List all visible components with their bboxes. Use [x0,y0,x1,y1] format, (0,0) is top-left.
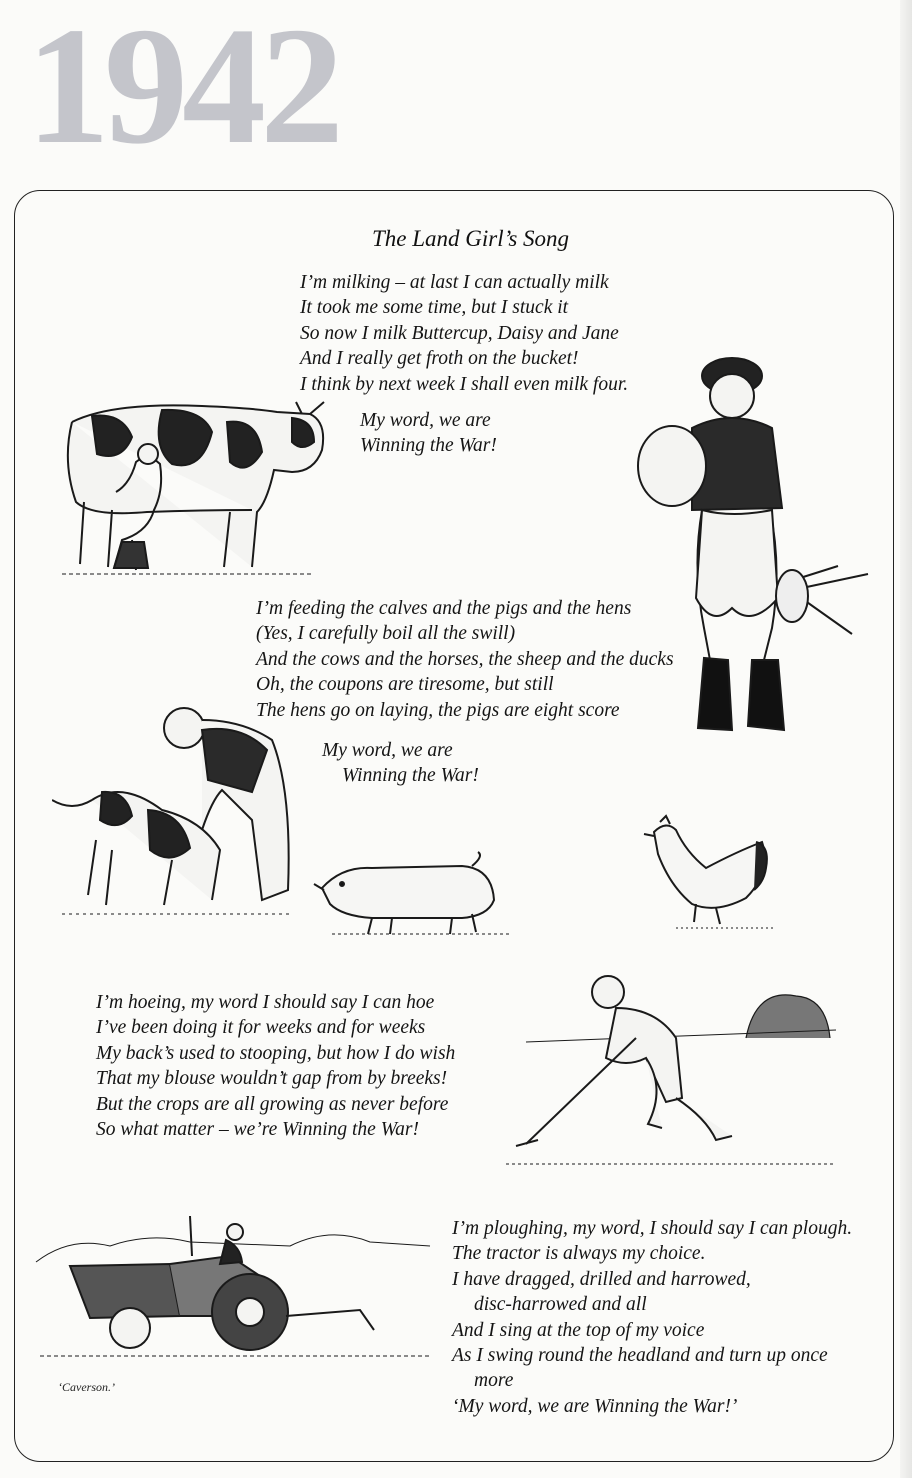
verse-line: ‘My word, we are Winning the War!’ [452,1395,738,1417]
verse-line: I’m hoeing, my word I should say I can hoe [96,992,435,1013]
verse-line: I’m feeding the calves and the pigs and the hens [256,598,632,619]
pig-illustration [312,848,526,938]
verse-line: It took me some time, but I stuck it [300,297,569,319]
verse-1 [300,270,628,397]
hen-illustration [636,812,782,936]
verse-line: (Yes, I carefully boil all the swill) [256,623,516,645]
calf-feeding-illustration [52,700,298,924]
verse-line: I have dragged, drilled and harrowed, [452,1268,751,1290]
verse-line: I’ve been doing it for weeks and for weeks [96,1017,426,1039]
verse-line: The tractor is always my choice. [452,1243,706,1265]
refrain-line: Winning the War! [360,435,497,457]
verse-line: And I sing at the top of my voice [452,1319,705,1341]
year-heading: 1942 [26,0,338,179]
verse-line: As I swing round the headland and turn up once [452,1345,828,1367]
page-edge-shadow [900,0,912,1478]
verse-line: And I really get froth on the bucket! [300,348,579,370]
artist-signature: ‘Caverson.’ [58,1380,115,1394]
song-title: The Land Girl’s Song [372,226,570,251]
refrain-line: My word, we are [360,410,491,431]
verse-line: Oh, the coupons are tiresome, but still [256,674,554,696]
verse-line: The hens go on laying, the pigs are eight score [256,699,620,721]
verse-4 [452,1216,852,1419]
verse-line: I think by next week I shall even milk four. [300,373,629,395]
verse-line: So now I milk Buttercup, Daisy and Jane [300,322,619,344]
verse-line: And the cows and the horses, the sheep and the ducks [256,648,674,670]
verse-line: I’m milking – at last I can actually milk [300,272,609,293]
cow-milking-illustration [52,392,332,588]
verse-line: That my blouse wouldn’t gap from by breeks! [96,1068,448,1090]
verse-3 [96,990,455,1142]
verse-line: But the crops are all growing as never before [96,1093,449,1115]
land-girl-standing-illustration [632,338,876,742]
refrain-1 [360,408,497,459]
hoeing-girl-illustration [486,968,846,1178]
verse-line: disc-harrowed and all [474,1294,647,1316]
verse-line: I’m ploughing, my word, I should say I can plough. [452,1218,853,1239]
verse-line: My back’s used to stooping, but how I do wish [96,1042,456,1064]
verse-line: So what matter – we’re Winning the War! [96,1119,419,1141]
verse-2 [256,596,674,723]
tractor-ploughing-illustration [30,1206,450,1376]
refrain-line: My word, we are [322,740,453,761]
refrain-line: Winning the War! [342,765,479,787]
verse-line: more [474,1370,514,1392]
refrain-2 [322,738,479,789]
